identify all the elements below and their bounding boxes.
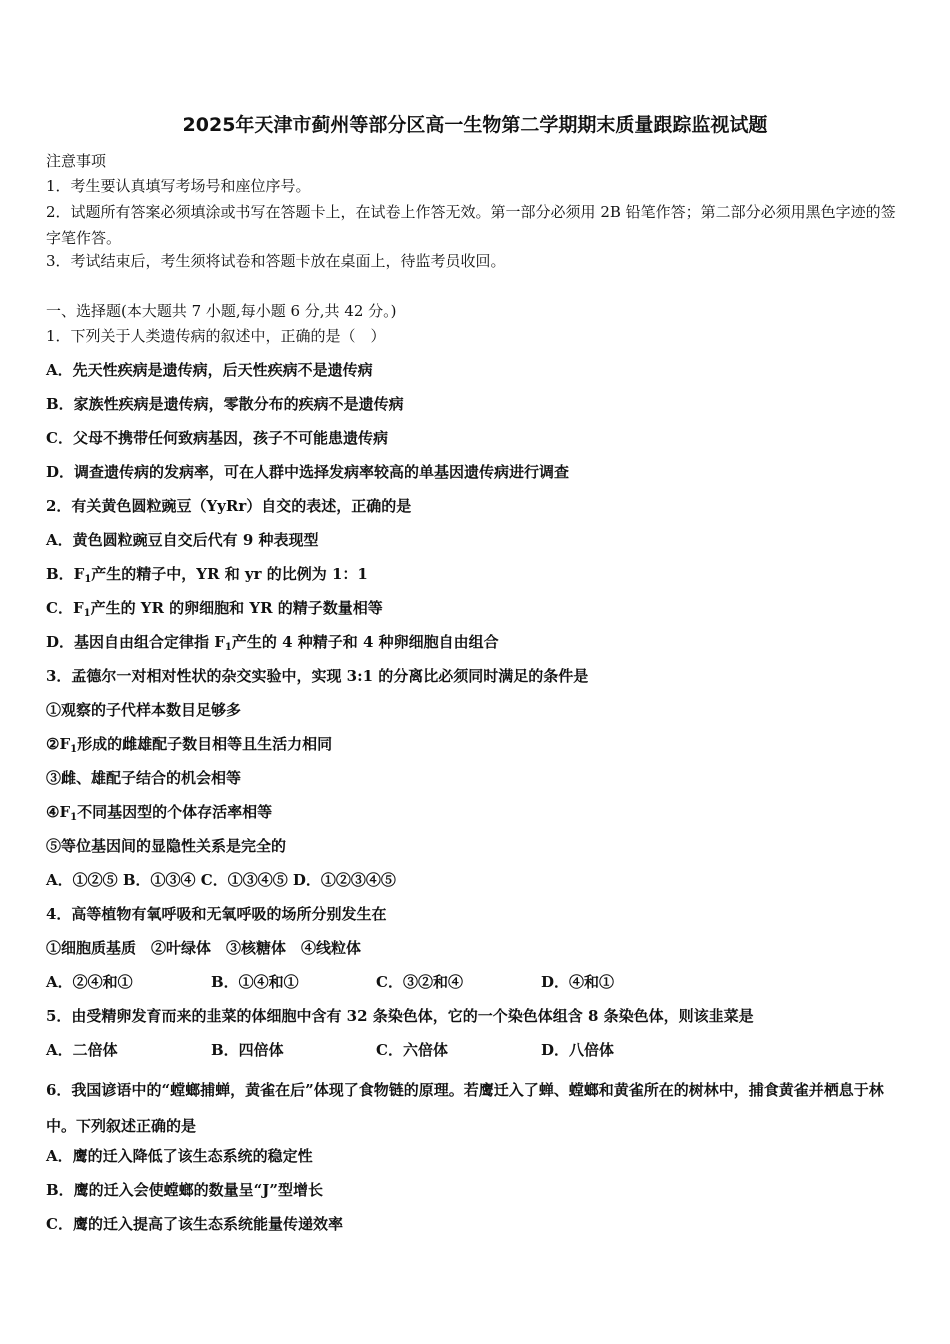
notice-item-1: 1．考生要认真填写考场号和座位序号。 (46, 177, 311, 195)
question-1-option-b: B．家族性疾病是遗传病，零散分布的疾病不是遗传病 (46, 395, 404, 413)
section-heading: 一、选择题(本大题共 7 小题,每小题 6 分,共 42 分。) (46, 302, 397, 320)
question-2-option-b: B．$F_1$产生的精子中，YR 和 yr 的比例为 1：1 (46, 565, 368, 585)
question-5-option-d: D．八倍体 (541, 1041, 615, 1059)
question-6-option-c: C．鹰的迁入提高了该生态系统能量传递效率 (46, 1215, 343, 1233)
question-4-items: ①细胞质基质 ②叶绿体 ③核糖体 ④线粒体 (46, 939, 362, 957)
question-5-stem: 5．由受精卵发育而来的韭菜的体细胞中含有 32 条染色体，它的一个染色体组含 8 条染色体，则该韭菜是 (46, 1007, 754, 1025)
page-title: 2025年天津市蓟州等部分区高一生物第二学期期末质量跟踪监视试题 (182, 114, 768, 136)
question-3-statement-3: ③雌、雄配子结合的机会相等 (46, 769, 242, 787)
question-5-option-a: A．二倍体 (46, 1041, 118, 1059)
notice-item-2: 2．试题所有答案必须填涂或书写在答题卡上，在试卷上作答无效。第一部分必须用 2B 铅笔作答；第二部分必须用黑色字迹的签字笔作答。 (46, 203, 896, 247)
question-6-option-a: A．鹰的迁入降低了该生态系统的稳定性 (46, 1147, 313, 1165)
question-4-option-c: C．③②和④ (376, 973, 463, 991)
question-3-options: A．①②⑤ B．①③④ C．①③④⑤ D．①②③④⑤ (46, 871, 396, 889)
question-4-option-a: A．②④和① (46, 973, 133, 991)
question-1-option-a: A．先天性疾病是遗传病，后天性疾病不是遗传病 (46, 361, 373, 379)
question-5-option-b: B．四倍体 (211, 1041, 284, 1059)
question-6-option-b: B．鹰的迁入会使螳螂的数量呈“J”型增长 (46, 1181, 324, 1199)
question-6-stem: 6．我国谚语中的“螳螂捕蝉，黄雀在后”体现了食物链的原理。若鹰迁入了蝉、螳螂和黄雀所在的树林中，捕食黄雀并栖息于林中。下列叙述正确的是 (46, 1081, 884, 1135)
question-3-stem: 3．孟德尔一对相对性状的杂交实验中，实现 3:1 的分离比必须同时满足的条件是 (46, 667, 589, 685)
question-3-statement-5: ⑤等位基因间的显隐性关系是完全的 (46, 837, 287, 855)
notice-heading: 注意事项 (46, 152, 107, 170)
question-2-option-d: D．基因自由组合定律指 $F_1$产生的 4 种精子和 4 种卵细胞自由组合 (46, 633, 499, 653)
question-5-option-c: C．六倍体 (376, 1041, 448, 1059)
question-4-option-b: B．①④和① (211, 973, 299, 991)
question-3-statement-1: ①观察的子代样本数目足够多 (46, 701, 242, 719)
question-1-stem: 1．下列关于人类遗传病的叙述中，正确的是（ ） (46, 327, 386, 345)
question-2-stem: 2．有关黄色圆粒豌豆（YyRr）自交的表述，正确的是 (46, 497, 412, 515)
question-4-option-d: D．④和① (541, 973, 615, 991)
question-1-option-c: C．父母不携带任何致病基因，孩子不可能患遗传病 (46, 429, 388, 447)
question-2-option-a: A．黄色圆粒豌豆自交后代有 9 种表现型 (46, 531, 319, 549)
question-3-statement-2: $②F_1$形成的雌雄配子数目相等且生活力相同 (46, 735, 333, 755)
question-4-stem: 4．高等植物有氧呼吸和无氧呼吸的场所分别发生在 (46, 905, 387, 923)
notice-item-3: 3．考试结束后，考生须将试卷和答题卡放在桌面上，待监考员收回。 (46, 252, 506, 270)
question-3-statement-4: $④F_1$不同基因型的个体存活率相等 (46, 803, 273, 823)
question-1-option-d: D．调查遗传病的发病率，可在人群中选择发病率较高的单基因遗传病进行调查 (46, 463, 570, 481)
question-2-option-c: C．$F_1$产生的 YR 的卵细胞和 YR 的精子数量相等 (46, 599, 383, 619)
